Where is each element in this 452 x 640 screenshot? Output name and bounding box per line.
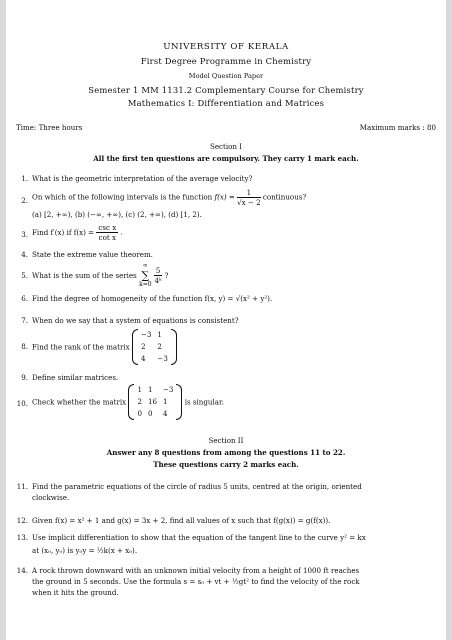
matrix-cell: 0	[137, 409, 142, 418]
fraction-numerator: csc x	[98, 223, 117, 232]
fraction	[237, 188, 261, 207]
question-text-line-1: Use implicit differentiation to show that the equation of the tangent line to the curve y² = kx	[32, 533, 366, 542]
section-1-instruction: All the first ten questions are compulsory. They carry 1 mark each.	[93, 154, 359, 163]
summation	[139, 262, 151, 289]
question-text: A rock thrown downward with an unknown initial velocity from a height of 1000 ft reaches the ground in 5 seconds. Use the formula s = s₀ + vt + ½gt² to find the velocity of the rock when it hits the ground.	[32, 566, 360, 597]
fraction	[154, 266, 163, 285]
question-number: 14.	[16, 566, 28, 575]
question-text-tail: continuous?	[262, 192, 307, 202]
summation-lower: k=0	[139, 281, 152, 288]
question-number: 11.	[16, 482, 28, 491]
matrix-row	[138, 341, 171, 353]
fraction-numerator: 1	[237, 188, 261, 198]
course-title: Semester 1 MM 1131.2 Complementary Course for Chemistry	[88, 85, 364, 95]
question-text: On which of the following intervals is the function	[32, 192, 213, 202]
matrix	[132, 329, 177, 365]
question-number: 8.	[21, 342, 28, 351]
fraction-denominator: 4ᵏ	[154, 276, 162, 285]
matrix-row	[134, 396, 176, 408]
matrix-cell: −3	[157, 354, 168, 363]
question-text: Find f′(x) if f(x) =	[32, 227, 95, 237]
question-text: Given f(x) = x² + 1 and g(x) = 3x + 2, find all values of x such that f(g(x)) = g(f(x)).	[32, 516, 331, 525]
section-1-title: Section I	[209, 142, 243, 151]
matrix	[128, 384, 182, 420]
matrix-grid	[138, 329, 171, 365]
question-paper-page	[6, 0, 446, 640]
matrix-cell: −3	[140, 330, 152, 339]
section-2-instruction-1: Answer any 8 questions from among the questions 11 to 22.	[106, 448, 346, 457]
max-marks-label: Maximum marks : 80	[359, 123, 436, 132]
question-number: 4.	[21, 250, 28, 259]
question-number: 13.	[16, 533, 28, 542]
matrix-grid	[134, 384, 176, 420]
paper-type: Model Question Paper	[188, 72, 264, 80]
question-2-options: (a) [2, +∞), (b) (−∞, +∞), (c) (2, +∞), (d) [1, 2).	[32, 210, 202, 219]
question-number: 3.	[21, 230, 28, 239]
question-number: 10.	[16, 399, 28, 408]
question-text: Check whether the matrix	[32, 397, 127, 407]
fraction-denominator: √x − 2	[237, 198, 261, 207]
question-number: 6.	[21, 294, 28, 303]
matrix-cell: 0	[147, 409, 153, 418]
question-number: 5.	[21, 271, 28, 280]
question-text: Find the degree of homogeneity of the function f(x, y) = √(x² + y²).	[32, 294, 273, 303]
matrix-cell: 1	[157, 330, 162, 339]
question-text-tail: .	[120, 227, 123, 237]
time-label: Time: Three hours	[16, 123, 83, 132]
summation-sign: ∑	[141, 269, 150, 282]
question-text: What is the geometric interpretation of the average velocity?	[32, 174, 253, 183]
matrix-row	[138, 329, 171, 341]
fraction-numerator: 5	[155, 266, 161, 275]
question-text: Define similar matrices.	[32, 373, 119, 382]
matrix-cell: 2	[137, 397, 142, 406]
matrix-cell: 4	[162, 409, 168, 418]
matrix-cell: 16	[147, 397, 157, 406]
question-number: 1.	[21, 174, 28, 183]
question-text: Find the rank of the matrix	[32, 342, 130, 352]
question-text-tail: is singular.	[184, 397, 224, 407]
matrix-cell: 4	[140, 354, 146, 363]
matrix-cell: −3	[162, 385, 174, 394]
question-text: What is the sum of the series	[32, 271, 137, 280]
question-text: State the extreme value theorem.	[32, 250, 153, 259]
matrix-cell: 1	[147, 385, 153, 394]
section-2-title: Section II	[208, 436, 244, 445]
question-number: 12.	[16, 516, 28, 525]
summation-upper: ∞	[142, 262, 148, 269]
question-text-tail: ?	[164, 271, 169, 280]
matrix-row	[138, 353, 171, 365]
question-text: When do we say that a system of equations is consistent?	[32, 316, 239, 325]
fraction	[96, 223, 118, 242]
fraction-denominator: cot x	[98, 233, 116, 242]
question-number: 7.	[21, 316, 28, 325]
question-13-line-2: at (x₀, y₀) is y₀y = ½k(x + x₀).	[32, 546, 138, 555]
question-number: 2.	[21, 196, 28, 205]
matrix-cell: 1	[162, 397, 168, 406]
university-title: UNIVERSITY OF KERALA	[163, 42, 289, 52]
programme-title: First Degree Programme in Chemistry	[140, 56, 312, 66]
matrix-cell: 2	[140, 342, 146, 351]
question-text: Find the parametric equations of the circle of radius 5 units, centred at the origin, oriented clockwise.	[32, 482, 362, 502]
matrix-cell: 1	[137, 385, 142, 394]
matrix-cell: 2	[157, 342, 162, 351]
question-number: 9.	[21, 373, 28, 382]
matrix-row	[134, 384, 176, 396]
subject-title: Mathematics I: Differentiation and Matrices	[127, 98, 325, 108]
matrix-row	[134, 408, 176, 420]
section-2-instruction-2: These questions carry 2 marks each.	[153, 460, 299, 469]
function-label: f(x) =	[214, 192, 235, 202]
